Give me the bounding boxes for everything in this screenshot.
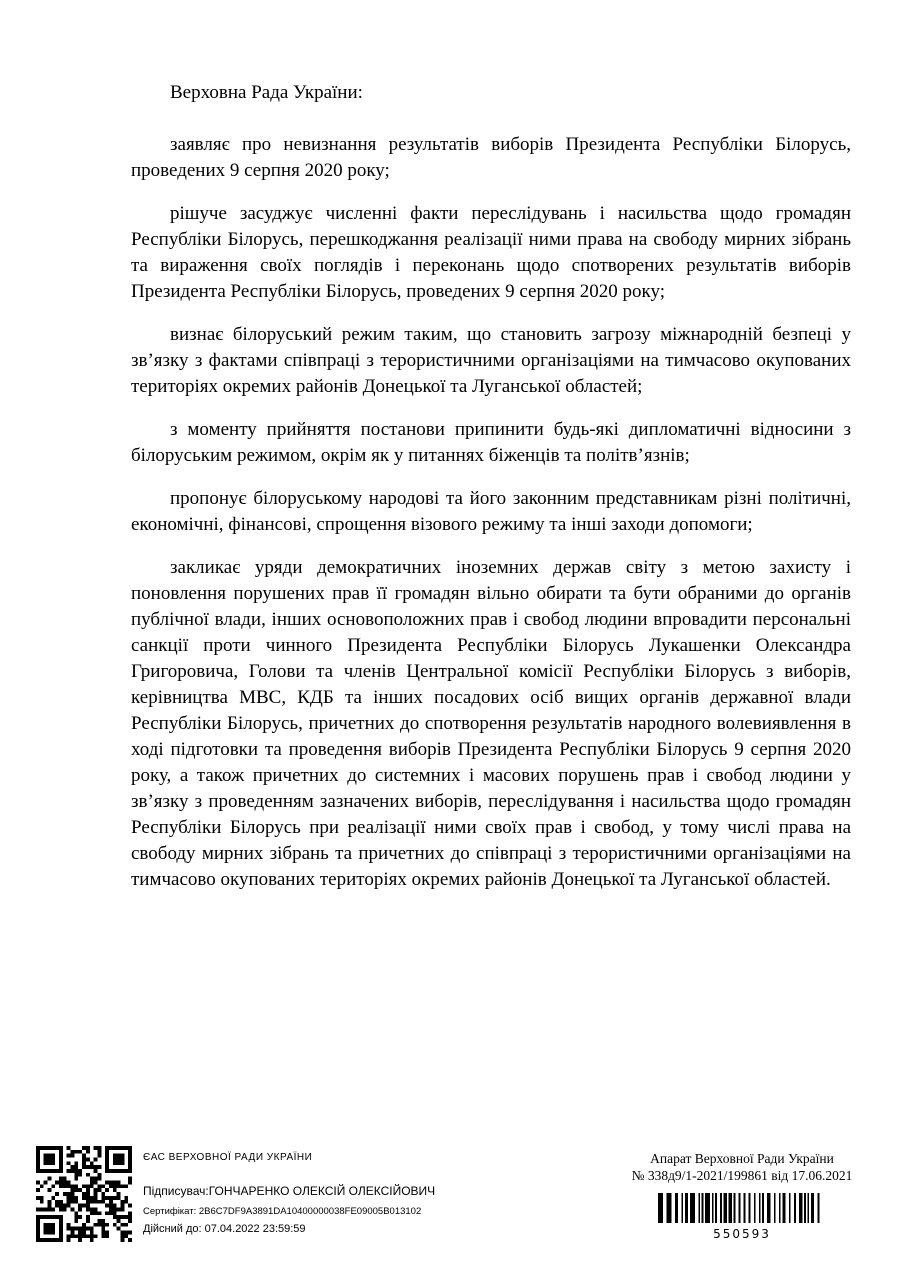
eas-system-label: ЄАС ВЕРХОВНОЇ РАДИ УКРАЇНИ (143, 1152, 313, 1163)
qr-code-icon (36, 1146, 132, 1242)
paragraph-nonrecognition: заявляє про невизнання результатів виборів Президента Республіки Білорусь, проведених 9 серпня 2020 року; (131, 134, 851, 181)
paragraph-support-measures: пропонує білоруському народові та його законним представникам різні політичні, економічні, фінансові, спрощення візового режиму та інші заходи допомоги; (131, 488, 851, 535)
certificate-label: Сертифікат: 2B6C7DF9A3891DA10400000038FE09005B013102 (143, 1206, 422, 1217)
registration-number: № 338д9/1-2021/199861 від 17.06.2021 (631, 1168, 853, 1183)
validity-label: Дійсний до: 07.04.2022 23:59:59 (143, 1223, 306, 1235)
barcode-icon (658, 1193, 826, 1223)
registration-stamp (608, 1150, 876, 1243)
digital-signature-stamp (143, 1152, 523, 1235)
document-intro: Верховна Рада України: (170, 82, 363, 103)
paragraph-diplomatic-relations: з моменту прийняття постанови припинити будь-які дипломатичні відносини з білоруським режимом, окрім як у питаннях біженців та політв’язнів; (131, 419, 851, 466)
paragraph-regime-threat: визнає білоруський режим таким, що становить загрозу міжнародній безпеці у зв’язку з фактами співпраці з терористичними організаціями на тимчасово окупованих територіях окремих районів Донецької та Луганської областей; (131, 324, 851, 397)
office-name: Апарат Верховної Ради України (650, 1151, 834, 1166)
paragraph-sanctions-call: закликає уряди демократичних іноземних держав світу з метою захисту і поновлення порушених прав її громадян вільно обирати та бути обраними до органів публічної влади, інших основоположних прав і свобод людини впровадити персональні санкції проти чинного Президента Республіки Білорусь Лукашенки Олександра Григоровича, Голови та членів Центральної комісії Республіки Білорусь з виборів, керівництва МВС, КДБ та інших посадових осіб вищих органів державної влади Республіки Білорусь, причетних до спотворення результатів народного волевиявлення в ході підготовки та проведення виборів Президента Республіки Білорусь 9 серпня 2020 року, а також причетних до системних і масових порушень прав і свобод людини у зв’язку з проведенням зазначених виборів, переслідування і насильства щодо громадян Республіки Білорусь при реалізації ними своїх прав і свобод, у тому числі права на свободу мирних зібрань та причетних до співпраці з терористичними організаціями на тимчасово окупованих територіях окремих районів Донецької та Луганської областей. (131, 557, 851, 890)
document-body (131, 80, 851, 893)
stamps-footer (0, 1140, 908, 1270)
barcode-number: 550593 (713, 1227, 771, 1241)
paragraph-condemnation: рішуче засуджує численні факти переслідувань і насильства щодо громадян Республіки Білорусь, перешкоджання реалізації ними права на свободу мирних зібрань та вираження своїх поглядів і переконань щодо спотворених результатів виборів Президента Республіки Білорусь, проведених 9 серпня 2020 року; (131, 203, 851, 302)
signer-label: Підписувач:ГОНЧАРЕНКО ОЛЕКСІЙ ОЛЕКСІЙОВИЧ (143, 1184, 436, 1198)
